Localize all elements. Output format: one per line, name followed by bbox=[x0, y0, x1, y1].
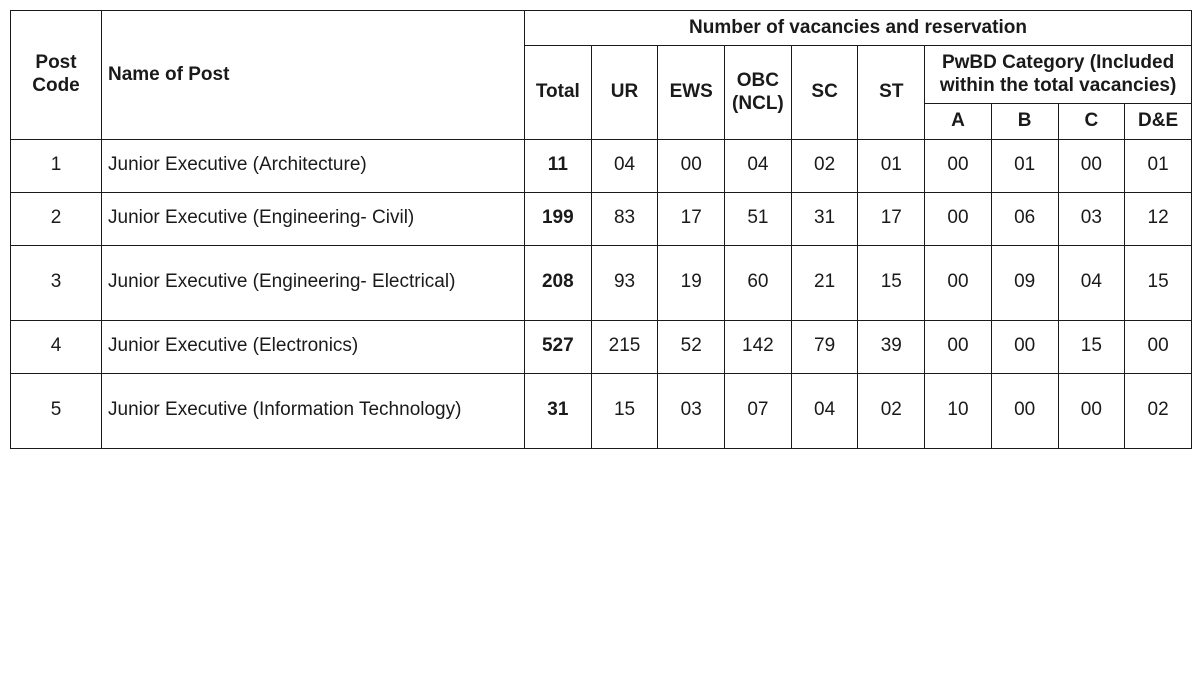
cell-ur: 04 bbox=[591, 139, 658, 192]
cell-pwbd-de: 15 bbox=[1125, 245, 1192, 320]
cell-sc: 79 bbox=[791, 320, 858, 373]
cell-ews: 03 bbox=[658, 373, 725, 448]
cell-ews: 00 bbox=[658, 139, 725, 192]
cell-total: 31 bbox=[525, 373, 592, 448]
cell-ur: 83 bbox=[591, 192, 658, 245]
cell-name-of-post: Junior Executive (Engineering- Civil) bbox=[102, 192, 525, 245]
cell-obc: 51 bbox=[725, 192, 792, 245]
cell-post-code: 3 bbox=[11, 245, 102, 320]
cell-ews: 52 bbox=[658, 320, 725, 373]
cell-ur: 15 bbox=[591, 373, 658, 448]
column-header-vacancies-group: Number of vacancies and reservation bbox=[525, 11, 1192, 46]
cell-post-code: 1 bbox=[11, 139, 102, 192]
column-header-total: Total bbox=[525, 46, 592, 139]
cell-pwbd-b: 01 bbox=[991, 139, 1058, 192]
cell-pwbd-b: 00 bbox=[991, 320, 1058, 373]
cell-pwbd-b: 09 bbox=[991, 245, 1058, 320]
cell-st: 39 bbox=[858, 320, 925, 373]
table-row bbox=[11, 192, 1192, 245]
column-header-pwbd-de: D&E bbox=[1125, 104, 1192, 139]
cell-pwbd-c: 00 bbox=[1058, 373, 1125, 448]
cell-sc: 02 bbox=[791, 139, 858, 192]
cell-obc: 60 bbox=[725, 245, 792, 320]
cell-st: 01 bbox=[858, 139, 925, 192]
cell-pwbd-de: 01 bbox=[1125, 139, 1192, 192]
column-header-obc-ncl: OBC (NCL) bbox=[725, 46, 792, 139]
table-row bbox=[11, 245, 1192, 320]
cell-st: 15 bbox=[858, 245, 925, 320]
cell-ur: 93 bbox=[591, 245, 658, 320]
cell-post-code: 2 bbox=[11, 192, 102, 245]
cell-ews: 17 bbox=[658, 192, 725, 245]
cell-name-of-post: Junior Executive (Engineering- Electrical) bbox=[102, 245, 525, 320]
cell-st: 17 bbox=[858, 192, 925, 245]
cell-total: 208 bbox=[525, 245, 592, 320]
cell-name-of-post: Junior Executive (Architecture) bbox=[102, 139, 525, 192]
cell-pwbd-b: 00 bbox=[991, 373, 1058, 448]
cell-sc: 31 bbox=[791, 192, 858, 245]
table-header bbox=[11, 11, 1192, 140]
table-body bbox=[11, 139, 1192, 448]
cell-pwbd-de: 12 bbox=[1125, 192, 1192, 245]
column-header-pwbd-group: PwBD Category (Included within the total vacancies) bbox=[925, 46, 1192, 104]
cell-total: 11 bbox=[525, 139, 592, 192]
column-header-pwbd-b: B bbox=[991, 104, 1058, 139]
cell-ews: 19 bbox=[658, 245, 725, 320]
cell-pwbd-de: 02 bbox=[1125, 373, 1192, 448]
cell-sc: 04 bbox=[791, 373, 858, 448]
cell-total: 199 bbox=[525, 192, 592, 245]
cell-pwbd-c: 00 bbox=[1058, 139, 1125, 192]
column-header-post-code: Post Code bbox=[11, 11, 102, 140]
cell-pwbd-a: 00 bbox=[925, 320, 992, 373]
cell-pwbd-a: 00 bbox=[925, 245, 992, 320]
column-header-sc: SC bbox=[791, 46, 858, 139]
cell-obc: 142 bbox=[725, 320, 792, 373]
cell-pwbd-b: 06 bbox=[991, 192, 1058, 245]
cell-name-of-post: Junior Executive (Electronics) bbox=[102, 320, 525, 373]
table-row bbox=[11, 139, 1192, 192]
cell-pwbd-a: 10 bbox=[925, 373, 992, 448]
cell-obc: 04 bbox=[725, 139, 792, 192]
cell-pwbd-c: 03 bbox=[1058, 192, 1125, 245]
cell-post-code: 4 bbox=[11, 320, 102, 373]
cell-pwbd-c: 15 bbox=[1058, 320, 1125, 373]
vacancy-reservation-table bbox=[10, 10, 1192, 449]
header-row-1 bbox=[11, 11, 1192, 46]
cell-name-of-post: Junior Executive (Information Technology) bbox=[102, 373, 525, 448]
column-header-st: ST bbox=[858, 46, 925, 139]
cell-total: 527 bbox=[525, 320, 592, 373]
column-header-pwbd-a: A bbox=[925, 104, 992, 139]
cell-pwbd-c: 04 bbox=[1058, 245, 1125, 320]
cell-pwbd-a: 00 bbox=[925, 192, 992, 245]
cell-sc: 21 bbox=[791, 245, 858, 320]
table-row bbox=[11, 320, 1192, 373]
column-header-ews: EWS bbox=[658, 46, 725, 139]
column-header-pwbd-c: C bbox=[1058, 104, 1125, 139]
column-header-ur: UR bbox=[591, 46, 658, 139]
cell-obc: 07 bbox=[725, 373, 792, 448]
cell-pwbd-de: 00 bbox=[1125, 320, 1192, 373]
column-header-name-of-post: Name of Post bbox=[102, 11, 525, 140]
cell-st: 02 bbox=[858, 373, 925, 448]
cell-ur: 215 bbox=[591, 320, 658, 373]
table-row bbox=[11, 373, 1192, 448]
cell-post-code: 5 bbox=[11, 373, 102, 448]
cell-pwbd-a: 00 bbox=[925, 139, 992, 192]
